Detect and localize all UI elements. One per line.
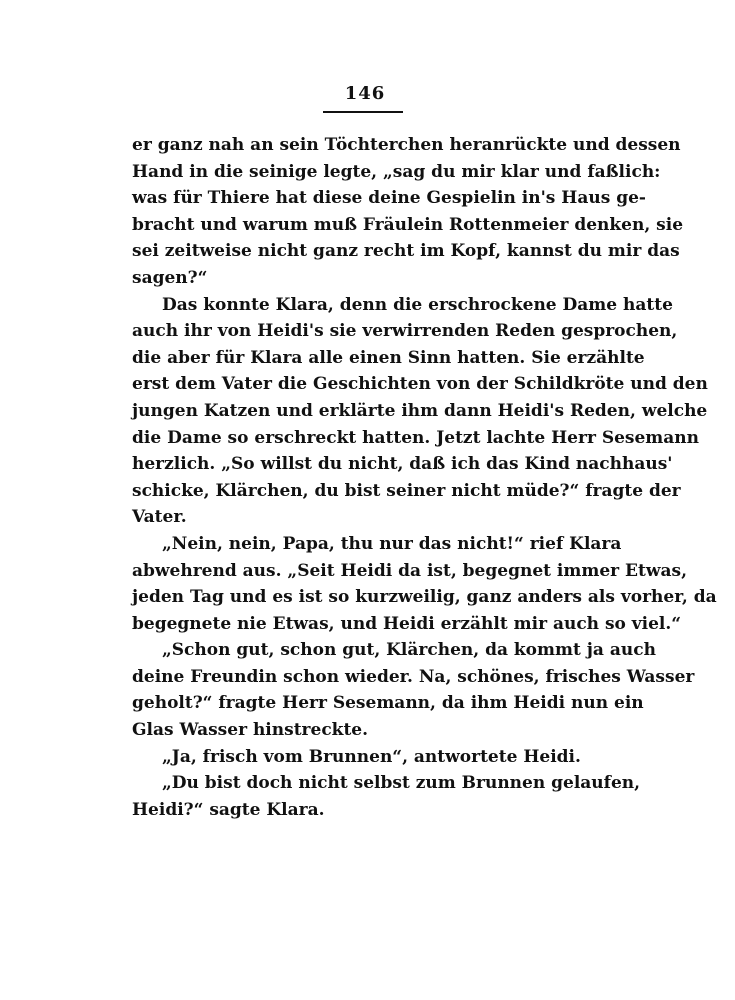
text-line: Das konnte Klara, denn die erschrockene Dame hatte [162, 294, 673, 315]
text-line: geholt?“ fragte Herr Sesemann, da ihm Heidi nun ein [132, 693, 644, 714]
text-line: erst dem Vater die Geschichten von der Schildkröte und den [132, 374, 708, 395]
text-line: Hand in die seinige legte, „sag du mir klar und faßlich: [132, 161, 661, 182]
body-text [132, 132, 717, 823]
text-line: die aber für Klara alle einen Sinn hatten. Sie erzählte [132, 347, 645, 368]
text-line: auch ihr von Heidi's sie verwirrenden Reden gesprochen, [132, 321, 678, 342]
text-line: sagen?“ [132, 267, 208, 288]
text-line: „Ja, frisch vom Brunnen“, antwortete Heidi. [162, 746, 581, 767]
text-line: abwehrend aus. „Seit Heidi da ist, begegnet immer Etwas, [132, 560, 687, 581]
text-line: er ganz nah an sein Töchterchen heranrückte und dessen [132, 135, 681, 155]
text-line: schicke, Klärchen, du bist seiner nicht müde?“ fragte der [132, 480, 681, 501]
page-number: 146 [344, 83, 386, 104]
text-line: deine Freundin schon wieder. Na, schönes, frisches Wasser [132, 666, 695, 687]
text-line: jungen Katzen und erklärte ihm dann Heidi's Reden, welche [132, 400, 708, 421]
text-line: „Schon gut, schon gut, Klärchen, da kommt ja auch [162, 640, 656, 661]
text-line: herzlich. „So willst du nicht, daß ich das Kind nachhaus' [132, 454, 673, 475]
text-line: Glas Wasser hinstreckte. [132, 720, 369, 741]
text-line: „Du bist doch nicht selbst zum Brunnen gelaufen, [162, 773, 641, 794]
text-line: jeden Tag und es ist so kurzweilig, ganz anders als vorher, da [132, 587, 717, 608]
text-line: bracht und warum muß Fräulein Rottenmeier denken, sie [132, 214, 684, 235]
text-line: die Dame so erschreckt hatten. Jetzt lachte Herr Sesemann [132, 427, 700, 448]
text-line: was für Thiere hat diese deine Gespielin in's Haus ge- [132, 188, 646, 209]
page-number-rule [323, 111, 403, 113]
text-line: „Nein, nein, Papa, thu nur das nicht!“ rief Klara [162, 533, 622, 554]
text-line: sei zeitweise nicht ganz recht im Kopf, kannst du mir das [132, 241, 680, 262]
text-line: Heidi?“ sagte Klara. [132, 799, 325, 820]
text-line: begegnete nie Etwas, und Heidi erzählt mir auch so viel.“ [132, 613, 682, 634]
text-line: Vater. [132, 507, 187, 528]
